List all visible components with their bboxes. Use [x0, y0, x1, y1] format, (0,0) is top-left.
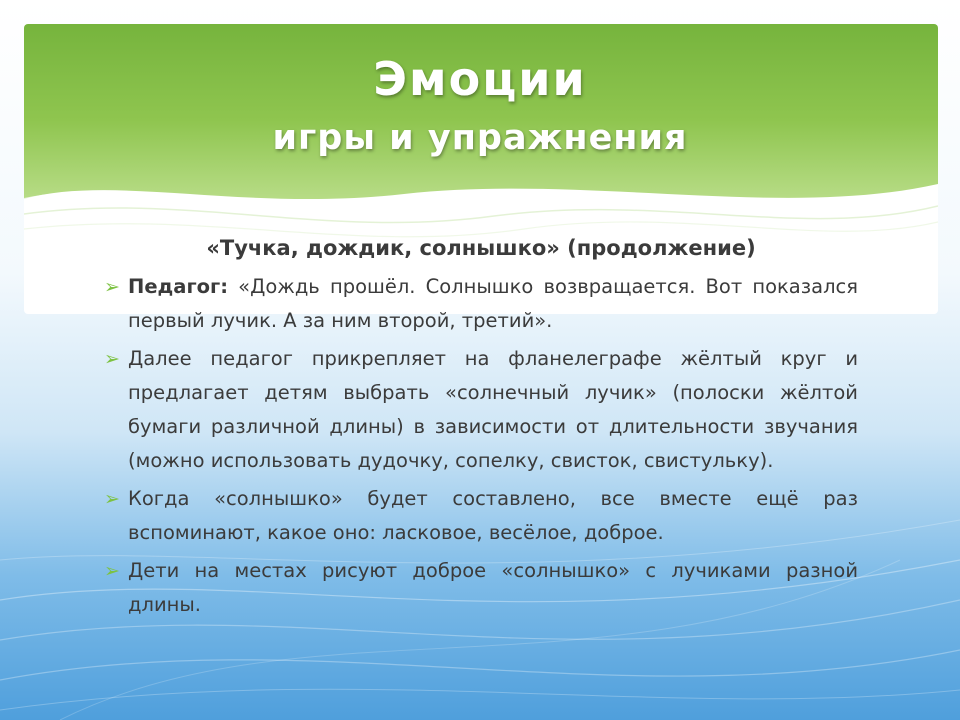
bullet-text: «Дождь прошёл. Солнышко возвращается. Вот показался первый лучик. А за ним второй, третий».	[128, 275, 858, 332]
arrow-bullet-icon: ➢	[104, 276, 120, 298]
bullet-lead-text: Педагог:	[128, 275, 229, 298]
bullet-item	[104, 482, 858, 550]
slide-title: Эмоции	[373, 52, 587, 106]
bullet-item	[104, 270, 858, 338]
section-heading: «Тучка, дождик, солнышко» (продолжение)	[206, 236, 756, 260]
bullet-item	[104, 554, 858, 622]
bullet-text: Дети на местах рисуют доброе «солнышко» с лучиками разной длины.	[128, 559, 858, 616]
slide-body	[104, 228, 858, 626]
arrow-bullet-icon: ➢	[104, 560, 120, 582]
bullet-text: Далее педагог прикрепляет на фланелеграфе жёлтый круг и предлагает детям выбрать «солнечный лучик» (полоски жёлтой бумаги различной длины) в зависимости от длительности звучания (можно использовать дудочку, сопелку, свисток, свистульку).	[128, 347, 858, 472]
arrow-bullet-icon: ➢	[104, 488, 120, 510]
arrow-bullet-icon: ➢	[104, 348, 120, 370]
bullet-item	[104, 342, 858, 478]
bullet-text: Когда «солнышко» будет составлено, все вместе ещё раз вспоминают, какое оно: ласковое, весёлое, доброе.	[128, 487, 858, 544]
slide-subtitle: игры и упражнения	[272, 118, 688, 158]
